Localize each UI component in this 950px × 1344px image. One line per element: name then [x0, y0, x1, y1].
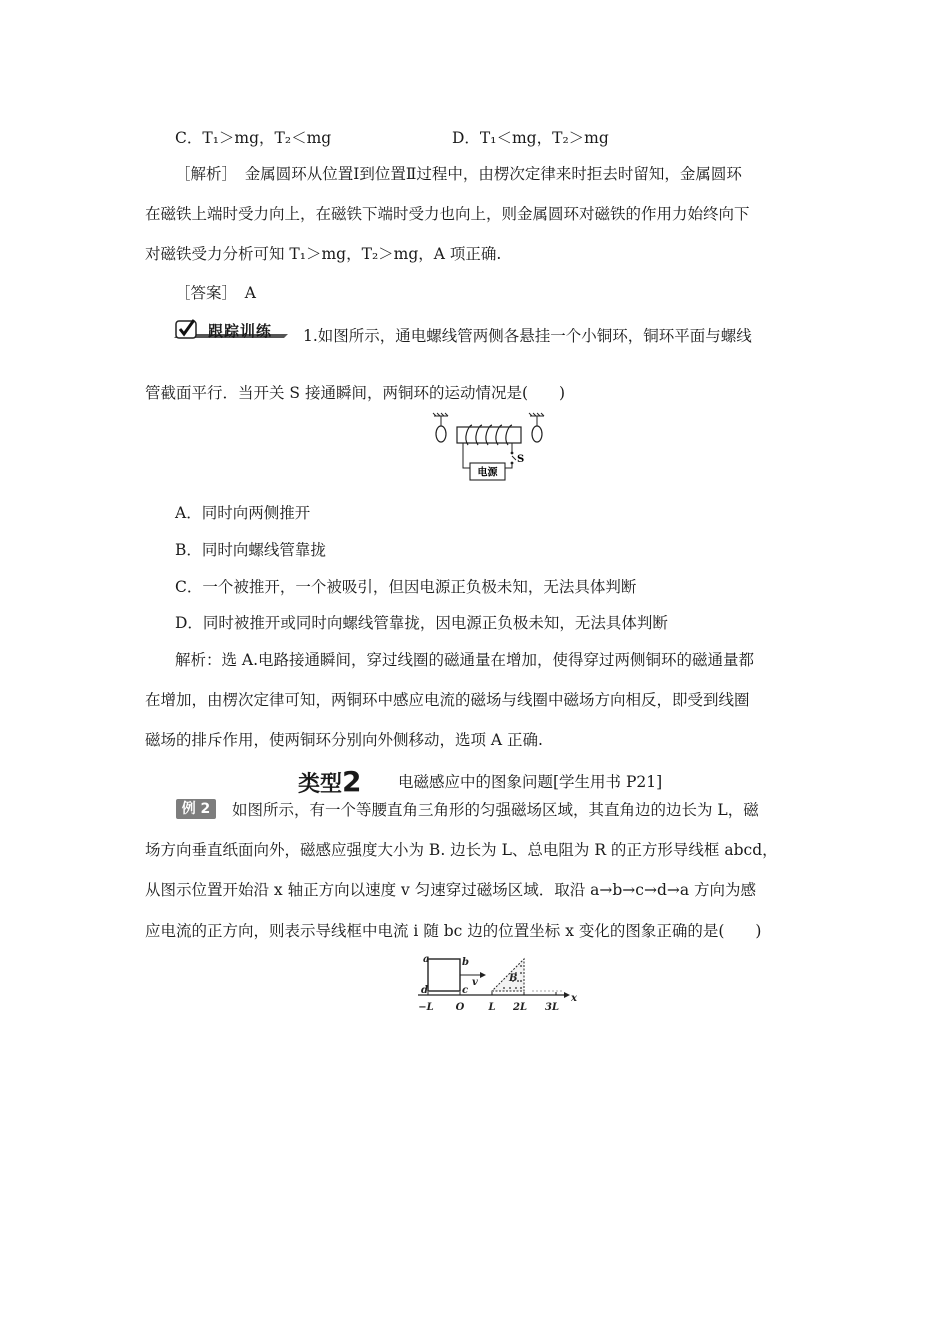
example-line-3: 从图示位置开始沿 x 轴正方向以速度 v 匀速穿过磁场区域．取沿 a→b→c→d→a 方向为感 [145, 881, 757, 899]
analysis-line-3: 对磁铁受力分析可知 T₁＞mg，T₂＞mg，A 项正确. [145, 245, 502, 263]
tracking-question-line-2: 管截面平行．当开关 S 接通瞬间，两铜环的运动情况是( ) [145, 384, 566, 402]
corner-a: a [423, 954, 430, 965]
type2-subtitle: 电磁感应中的图象问题[学生用书 P21] [398, 773, 663, 791]
analysis-line-2: 在磁铁上端时受力向上，在磁铁下端时受力也向上，则金属圆环对磁铁的作用力始终向下 [145, 205, 750, 223]
option-c: C．T₁＞mg，T₂＜mg [175, 129, 332, 147]
tick-2l: 2L [513, 1002, 527, 1013]
switch-label: S [517, 454, 525, 465]
type2-number: 2 [342, 765, 362, 798]
tick-l: L [488, 1002, 496, 1013]
analysis-line-1: ［解析］ 金属圆环从位置Ⅰ到位置Ⅱ过程中，由楞次定律来时拒去时留知，金属圆环 [175, 165, 742, 183]
velocity-label: v [472, 977, 478, 988]
right-ring [532, 426, 542, 442]
corner-b: b [462, 957, 469, 968]
tracking-analysis-3: 磁场的排斥作用，使两铜环分别向外侧移动，选项 A 正确. [145, 731, 543, 749]
corner-d: d [421, 985, 428, 996]
example-line-2: 场方向垂直纸面向外，磁感应强度大小为 B. 边长为 L、总电阻为 R 的正方形导线框 abcd， [145, 841, 778, 859]
field-label: B [509, 973, 518, 984]
tick-neg-l: −L [418, 1002, 434, 1013]
frame-field-figure [412, 951, 580, 1015]
power-label: 电源 [477, 467, 498, 479]
tick-o: O [455, 1002, 465, 1013]
example-badge: 例 2 [176, 799, 216, 819]
tracking-analysis-1: 解析：选 A.电路接通瞬间，穿过线圈的磁通量在增加，使得穿过两侧铜环的磁通量都 [175, 651, 755, 669]
tracking-question-line-1: 1.如图所示，通电螺线管两侧各悬挂一个小铜环，铜环平面与螺线 [303, 327, 752, 345]
tracking-option-b: B．同时向螺线管靠拢 [175, 541, 326, 559]
example-line-4: 应电流的正方向，则表示导线框中电流 i 随 bc 边的位置坐标 x 变化的图象正确的是( ) [145, 922, 762, 940]
axis-label: x [571, 993, 577, 1004]
type2-label: 类型 [298, 772, 343, 797]
field-triangle [492, 959, 524, 991]
tracking-option-a: A．同时向两侧推开 [175, 504, 311, 522]
option-d: D．T₁＜mg，T₂＞mg [452, 129, 609, 147]
square-frame [428, 959, 460, 991]
tick-3l: 3L [545, 1002, 559, 1013]
velocity-arrow-icon [480, 972, 486, 978]
tracking-option-c: C．一个被推开，一个被吸引，但因电源正负极未知，无法具体判断 [175, 578, 637, 596]
solenoid-figure [430, 412, 560, 488]
type2-heading [298, 765, 362, 798]
example-line-1: 如图所示，有一个等腰直角三角形的匀强磁场区域，其直角边的边长为 L，磁 [232, 801, 759, 819]
tracking-analysis-2: 在增加，由楞次定律可知，两铜环中感应电流的磁场与线圈中磁场方向相反，即受到线圈 [145, 691, 750, 709]
tracking-option-d: D．同时被推开或同时向螺线管靠拢，因电源正负极未知，无法具体判断 [175, 614, 668, 632]
corner-c: c [462, 985, 469, 996]
left-ring [436, 426, 446, 442]
tracking-badge-label: 跟踪训练 [208, 322, 273, 340]
answer: ［答案］ A [175, 284, 256, 302]
